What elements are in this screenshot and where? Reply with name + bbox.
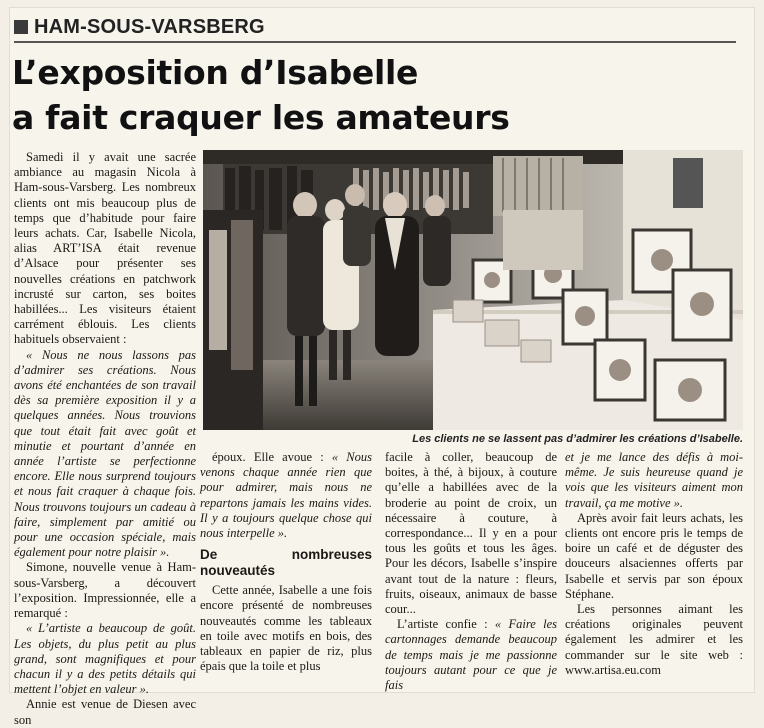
article-column-4 [565, 450, 743, 678]
paragraph: Simone, nouvelle venue à Ham-sous-Varsberg, a découvert l’exposition. Impressionnée, elle a remarqué : [14, 560, 196, 621]
paragraph: Annie est venue de Diesen avec son [14, 697, 196, 727]
article-column-3 [385, 450, 557, 693]
quote-paragraph: « Nous ne nous lassons pas d’admirer ses créations. Nous avons été enchantées de son travail dès sa première exposition il y a quelques années. Nous trouvions que tout était fait avec goût et minutie et pourtant d’année en année l’artiste se perfectionne encore. Elle nous surprend toujours et nous fait craquer à chaque fois. Nous trouvons toujours un cadeau à faire, simplement par amitié ou pour une occasion spéciale, mais également pour notre plaisir ». [14, 347, 196, 560]
article-column-2 [200, 450, 372, 674]
paragraph-intro: époux. Elle avoue : [212, 450, 324, 464]
paragraph: Les personnes aimant les créations originales peuvent également les admirer et les commander sur le site web : www.artisa.eu.com [565, 602, 743, 677]
exhibition-photo [203, 150, 743, 430]
headline [12, 50, 612, 140]
quote-paragraph: « L’artiste a beaucoup de goût. Les objets, du plus petit au plus grand, sont magnifiques et pour chacun il y a des petits détails qui mettent l’objet en valeur ». [14, 621, 196, 697]
article-column-1 [14, 150, 196, 728]
headline-line-2: a fait craquer les amateurs [12, 98, 510, 137]
photo-caption: Les clients ne se lassent pas d’admirer les créations d’Isabelle. [412, 433, 743, 445]
paragraph: Samedi il y avait une sacrée ambiance au magasin Nicola à Ham-sous-Varsberg. Les nombreux clients ont mis beaucoup plus de temps que d’habitude pour faire leurs achats. Car, Isabelle Nicola, alias ART’ISA était revenue d’Alsace pour présenter ses nouvelles créations en patchwork incrusté sur carton, ses boites habillées... Les visiteurs étaient carrément éblouis. Les clients habituels observaient : [14, 150, 196, 347]
kicker-square-icon [14, 20, 28, 34]
paragraph: facile à coller, beaucoup de boites, à thé, à bijoux, à couture qu’elle a habillées avec de la broderie au point de croix, un nécessaire à couture, à correspondance... Il y en a pour tous les goûts et tous les âges. Pour les décors, Isabelle s’inspire avant tout de la nature : fleurs, fruits, oiseaux, animaux de basse cour... [385, 450, 557, 617]
paragraph-intro: L’artiste confie : [397, 617, 488, 632]
subheading: De nombreuses nouveautés [200, 547, 372, 579]
paragraph: Après avoir fait leurs achats, les clients ont encore pris le temps de boire un café et de déguster des douceurs alsaciennes offerts par Isabelle et servis par son époux Stéphane. [565, 510, 743, 601]
quote-paragraph: et je me lance des défis à moi-même. Je suis heureuse quand je vois que les visiteurs aiment mon travail, ça me motive ». [565, 450, 743, 510]
headline-line-1: L’exposition d’Isabelle [12, 53, 419, 92]
quote-text: « Faire les cartonnages demande beaucoup de temps mais je me passionne toujours autant pour ce que je fais [385, 617, 557, 693]
kicker-rule [14, 41, 736, 43]
quote-text: « Nous venons chaque année rien que pour admirer, mais nous ne repartons jamais les mains vides. Il y a toujours quelque chose qui nous interpelle ». [200, 450, 373, 541]
kicker-text: HAM-SOUS-VARSBERG [34, 15, 265, 38]
section-kicker [14, 16, 265, 38]
paragraph: Cette année, Isabelle a une fois encore présenté de nombreuses nouveautés comme les tableaux en toile avec motifs en bois, des tableaux en papier de riz, plus épais que la toile et plus [200, 583, 372, 674]
